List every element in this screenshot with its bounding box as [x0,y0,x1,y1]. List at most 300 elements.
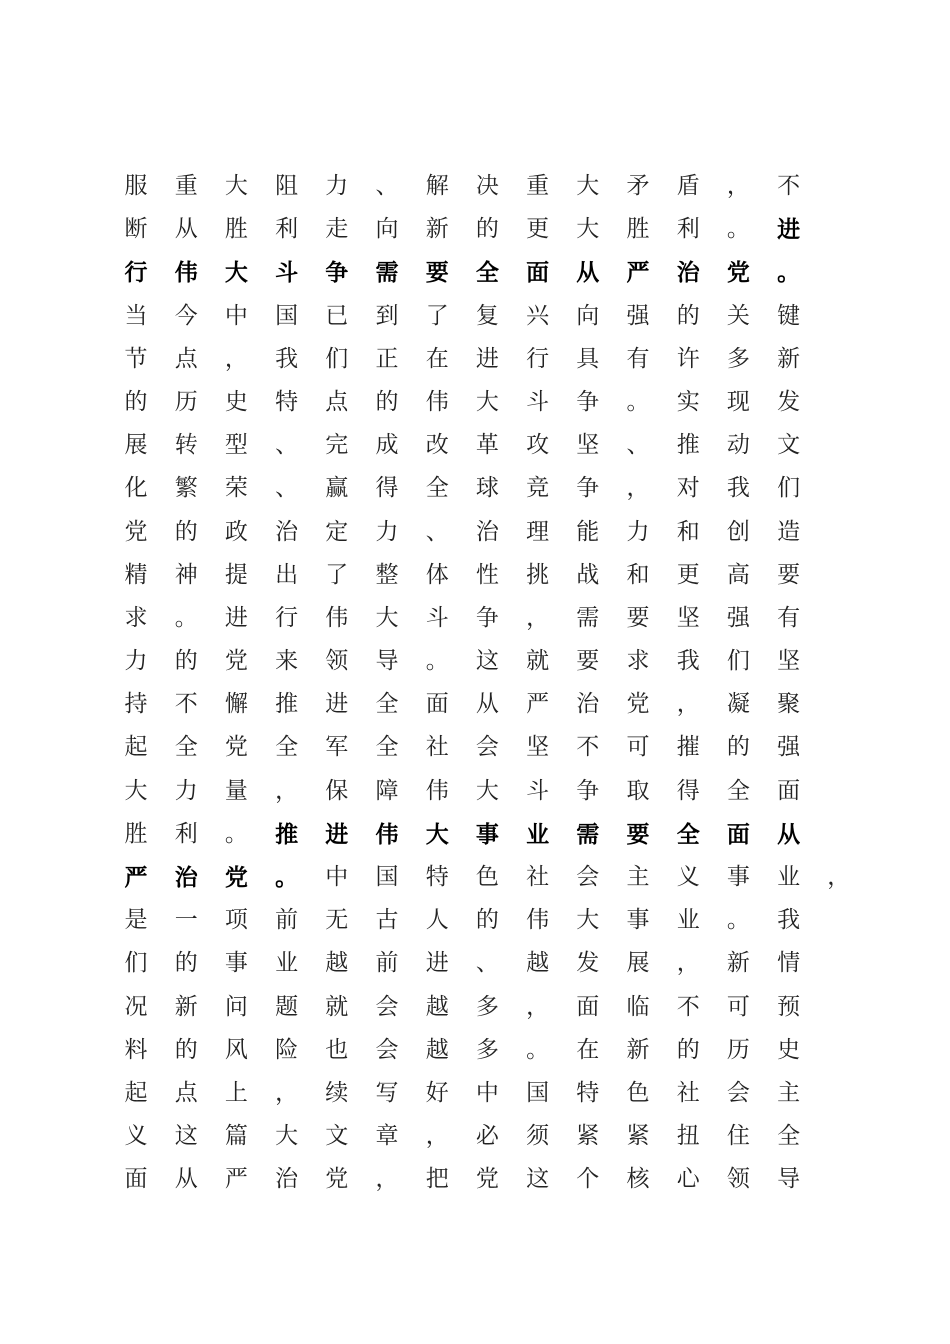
text-char: 扭 [676,1123,700,1150]
text-char: ， [526,604,550,631]
text-char: 到 [375,302,399,329]
text-char: 复 [475,302,499,329]
text-char: 上 [224,1079,248,1106]
text-char: 的 [676,1036,700,1063]
text-line [124,208,824,251]
text-char: 严 [526,691,550,718]
text-char: 可 [626,734,650,761]
text-char: 发 [576,950,600,977]
text-char: 要 [626,604,650,631]
text-char: 事 [626,907,650,934]
text-char: 求 [124,604,148,631]
text-char: 写 [375,1079,399,1106]
text-char: ， [676,691,700,718]
text-char: 续 [325,1079,349,1106]
text-char: ， [375,1166,399,1193]
text-char: 治 [475,518,499,545]
text-char: 需 [576,820,600,848]
text-char: 在 [425,345,449,372]
text-char: 大 [275,1123,299,1150]
text-line [124,1158,824,1201]
text-char: 伟 [325,604,349,631]
text-char: 关 [726,302,750,329]
text-char: 色 [626,1079,650,1106]
text-char: 必 [475,1123,499,1150]
body-text [124,165,851,1202]
text-char: 、 [275,475,299,502]
text-line [124,986,824,1029]
text-char: 起 [124,734,148,761]
text-char: 利 [676,216,700,243]
text-char: 越 [425,993,449,1020]
text-char: 须 [526,1123,550,1150]
text-char: ， [425,1123,449,1150]
text-char: 当 [124,302,148,329]
text-char: 的 [726,734,750,761]
text-char: 全 [375,691,399,718]
text-char: 向 [375,216,399,243]
text-char: 治 [676,259,700,287]
text-char: 型 [224,432,248,459]
text-char: 坚 [777,648,801,675]
text-char: 全 [726,777,750,804]
text-char: 。 [174,604,198,631]
text-char: 、 [275,432,299,459]
text-char: 荣 [224,475,248,502]
text-char: 转 [174,432,198,459]
text-char: 社 [676,1079,700,1106]
text-char: 多 [475,993,499,1020]
text-char: 争 [325,259,349,287]
text-char: 争 [576,475,600,502]
text-char: 强 [626,302,650,329]
text-char: 节 [124,345,148,372]
text-char: 项 [224,907,248,934]
text-char: 坚 [676,604,700,631]
text-char: 历 [726,1036,750,1063]
text-char: 赢 [325,475,349,502]
text-char: 利 [174,820,198,847]
text-char: 风 [224,1036,248,1063]
text-char: 要 [425,259,449,287]
text-char: 的 [174,950,198,977]
text-char: 这 [526,1166,550,1193]
text-char: 就 [325,993,349,1020]
text-char: 事 [475,820,499,848]
text-char: 前 [375,950,399,977]
text-char: 多 [475,1036,499,1063]
text-char: 大 [124,777,148,804]
text-char: 从 [475,691,499,718]
text-char: 、 [425,518,449,545]
text-char: 会 [475,734,499,761]
text-char: 新 [174,993,198,1020]
text-char: 展 [626,950,650,977]
text-char: 社 [425,734,449,761]
text-char: ， [275,777,299,804]
text-char: 不 [676,993,700,1020]
text-char: 化 [124,475,148,502]
text-char: 要 [626,820,650,848]
text-char: 利 [275,216,299,243]
text-char: 是 [124,907,148,934]
text-char: 攻 [526,432,550,459]
text-char: 义 [124,1123,148,1150]
text-char: 全 [174,734,198,761]
text-char: 党 [325,1166,349,1193]
text-char: 新 [726,950,750,977]
text-char: 伟 [174,259,198,287]
text-line [124,511,824,554]
text-char: 整 [375,561,399,588]
text-line [124,251,824,294]
text-char: 竞 [526,475,550,502]
text-char: 点 [174,1079,198,1106]
text-char: 这 [475,648,499,675]
text-char: 越 [325,950,349,977]
text-char: 全 [676,820,700,848]
text-char: 面 [526,259,550,287]
text-char: 面 [777,777,801,804]
text-char: 无 [325,907,349,934]
text-char: 紧 [576,1123,600,1150]
text-char: 摧 [676,734,700,761]
text-char: 革 [475,432,499,459]
text-line [124,899,824,942]
text-char: 面 [425,691,449,718]
text-char: 篇 [224,1123,248,1150]
text-char: 重 [526,173,550,199]
text-char: ， [526,993,550,1020]
text-line [124,424,824,467]
text-char: 史 [777,1036,801,1063]
text-char: 量 [224,777,248,804]
text-line [124,813,824,856]
text-char: 展 [124,432,148,459]
text-char: 们 [124,950,148,977]
text-char: 决 [475,173,499,199]
text-char: 中 [325,864,349,890]
text-char: 业 [526,820,550,848]
text-char: 障 [375,777,399,804]
text-char: ， [224,345,248,372]
text-char: 主 [777,1079,801,1106]
text-char: 业 [676,907,700,934]
text-char: 出 [275,561,299,588]
text-char: 党 [224,864,248,891]
text-char: 力 [375,518,399,545]
text-char: 面 [726,820,750,848]
text-char: 挑 [526,561,550,588]
text-line [124,338,824,381]
text-char: 全 [425,475,449,502]
text-char: 兴 [526,302,550,329]
text-char: 聚 [777,691,801,718]
text-char: 力 [124,648,148,675]
text-char: 胜 [626,216,650,243]
text-char: 伟 [375,820,399,848]
text-char: 大 [475,777,499,804]
text-char: 导 [777,1166,801,1193]
text-char: 阻 [275,173,299,199]
text-char: 需 [375,259,399,287]
text-char: 强 [777,734,801,761]
text-char: 向 [576,302,600,329]
text-char: 可 [726,993,750,1020]
text-char: 来 [275,648,299,675]
text-char: 取 [626,777,650,804]
text-char: 就 [526,648,550,675]
text-char: 神 [174,561,198,588]
text-char: 造 [777,518,801,545]
text-char: 更 [676,561,700,588]
text-char: 的 [676,302,700,329]
text-char: 大 [576,907,600,934]
text-char: 业 [777,864,801,890]
text-line [124,554,824,597]
text-char: 斗 [425,604,449,631]
text-char: 争 [576,777,600,804]
text-char: 面 [124,1166,148,1193]
text-char: 伟 [425,777,449,804]
text-char: 创 [726,518,750,545]
text-char: ， [827,864,851,890]
text-char: 严 [626,259,650,287]
text-char: 党 [224,648,248,675]
text-char: 新 [425,216,449,243]
text-char: 进 [325,820,349,848]
text-char: 大 [475,388,499,415]
text-char: 保 [325,777,349,804]
text-char: 坚 [526,734,550,761]
text-char: 今 [174,302,198,329]
text-char: 要 [576,648,600,675]
text-char: 问 [224,993,248,1020]
text-char: 行 [526,345,550,372]
text-char: 起 [124,1079,148,1106]
text-char: 斗 [526,388,550,415]
text-char: 从 [174,1166,198,1193]
text-char: 严 [124,864,148,891]
text-char: 凝 [726,691,750,718]
text-char: 我 [777,907,801,934]
text-char: 文 [777,432,801,459]
text-char: 严 [224,1166,248,1193]
text-char: 发 [777,388,801,415]
text-char: 特 [275,388,299,415]
text-char: 越 [526,950,550,977]
text-char: 古 [375,907,399,934]
text-char: 完 [325,432,349,459]
text-char: 从 [174,216,198,243]
text-char: 盾 [676,173,700,199]
text-char: 会 [576,864,600,890]
text-char: 心 [676,1166,700,1193]
text-line [124,942,824,985]
text-char: 从 [576,259,600,287]
text-char: 不 [174,691,198,718]
text-char: 从 [777,820,801,848]
text-char: 会 [726,1079,750,1106]
text-char: 面 [576,993,600,1020]
text-char: 我 [275,345,299,372]
text-char: 走 [325,216,349,243]
text-char: 文 [325,1123,349,1150]
text-char: 章 [375,1123,399,1150]
text-char: 预 [777,993,801,1020]
text-line [124,467,824,510]
text-char: 国 [526,1079,550,1106]
text-line [124,770,824,813]
text-char: ， [726,173,750,199]
text-char: 的 [475,216,499,243]
text-char: 更 [526,216,550,243]
text-char: 也 [325,1036,349,1063]
text-char: 推 [275,820,299,848]
text-char: 核 [626,1166,650,1193]
text-char: 的 [174,518,198,545]
text-char: 新 [626,1036,650,1063]
text-char: 导 [375,648,399,675]
text-char: 。 [726,216,750,243]
text-char: 会 [375,993,399,1020]
text-char: 义 [676,864,700,890]
text-char: ， [626,475,650,502]
text-char: 的 [174,648,198,675]
text-char: 全 [275,734,299,761]
text-char: 有 [626,345,650,372]
text-char: 们 [777,475,801,502]
text-char: 能 [576,518,600,545]
text-char: 进 [475,345,499,372]
text-char: 了 [325,561,349,588]
text-char: 业 [275,950,299,977]
text-char: 史 [224,388,248,415]
text-char: 斗 [526,777,550,804]
text-char: 胜 [224,216,248,243]
text-char: 断 [124,216,148,243]
text-char: 行 [275,604,299,631]
text-char: 。 [275,864,299,891]
text-char: 斗 [275,259,299,287]
text-char: 推 [676,432,700,459]
text-char: 的 [174,1036,198,1063]
text-char: 。 [777,259,801,287]
text-char: 。 [224,820,248,847]
text-char: 持 [124,691,148,718]
text-char: 党 [224,734,248,761]
text-char: 这 [174,1123,198,1150]
text-char: 争 [576,388,600,415]
text-char: 全 [475,259,499,287]
text-char: 力 [325,173,349,199]
text-char: 成 [375,432,399,459]
text-char: 大 [425,820,449,848]
text-char: 许 [676,345,700,372]
text-char: 点 [325,388,349,415]
text-char: 不 [576,734,600,761]
text-char: 提 [224,561,248,588]
text-line [124,1029,824,1072]
text-char: 临 [626,993,650,1020]
text-char: 紧 [626,1123,650,1150]
text-char: 领 [325,648,349,675]
text-char: 历 [174,388,198,415]
text-char: 全 [777,1123,801,1150]
text-char: 改 [425,432,449,459]
text-line [124,295,824,338]
text-char: 解 [425,173,449,199]
text-char: 行 [124,259,148,287]
text-char: 特 [425,864,449,890]
text-char: 大 [224,173,248,199]
text-char: 国 [275,302,299,329]
text-char: 已 [325,302,349,329]
text-char: 们 [325,345,349,372]
text-char: 繁 [174,475,198,502]
text-char: 国 [375,864,399,890]
text-char: 们 [726,648,750,675]
text-char: 正 [375,345,399,372]
text-char: 事 [224,950,248,977]
text-char: 伟 [526,907,550,934]
text-char: ， [275,1079,299,1106]
text-char: 进 [777,216,801,244]
text-char: 精 [124,561,148,588]
text-char: 住 [726,1123,750,1150]
text-char: 服 [124,173,148,199]
text-char: 求 [626,648,650,675]
text-char: 前 [275,907,299,934]
text-char: 中 [475,1079,499,1106]
text-char: 胜 [124,820,148,847]
text-char: 大 [576,173,600,199]
text-char: 和 [626,561,650,588]
text-char: 。 [626,388,650,415]
text-char: 、 [626,432,650,459]
text-line [124,165,824,208]
text-char: 力 [174,777,198,804]
text-char: 在 [576,1036,600,1063]
text-char: 理 [526,518,550,545]
text-line [124,381,824,424]
text-char: 党 [475,1166,499,1193]
text-char: 点 [174,345,198,372]
text-char: 我 [676,648,700,675]
text-char: 进 [224,604,248,631]
text-char: 我 [726,475,750,502]
text-char: 大 [576,216,600,243]
text-char: 懈 [224,691,248,718]
text-char: 进 [325,691,349,718]
text-char: 。 [425,648,449,675]
text-line [124,1115,824,1158]
text-char: 政 [224,518,248,545]
text-char: 情 [777,950,801,977]
text-char: 会 [375,1036,399,1063]
text-char: 多 [726,345,750,372]
text-char: 治 [174,864,198,891]
text-char: 重 [174,173,198,199]
text-char: 况 [124,993,148,1020]
text-char: 、 [375,173,399,199]
text-char: 球 [475,475,499,502]
text-char: ， [676,950,700,977]
text-line [124,856,851,899]
text-char: 矛 [626,173,650,199]
text-line [124,640,824,683]
text-char: 争 [475,604,499,631]
